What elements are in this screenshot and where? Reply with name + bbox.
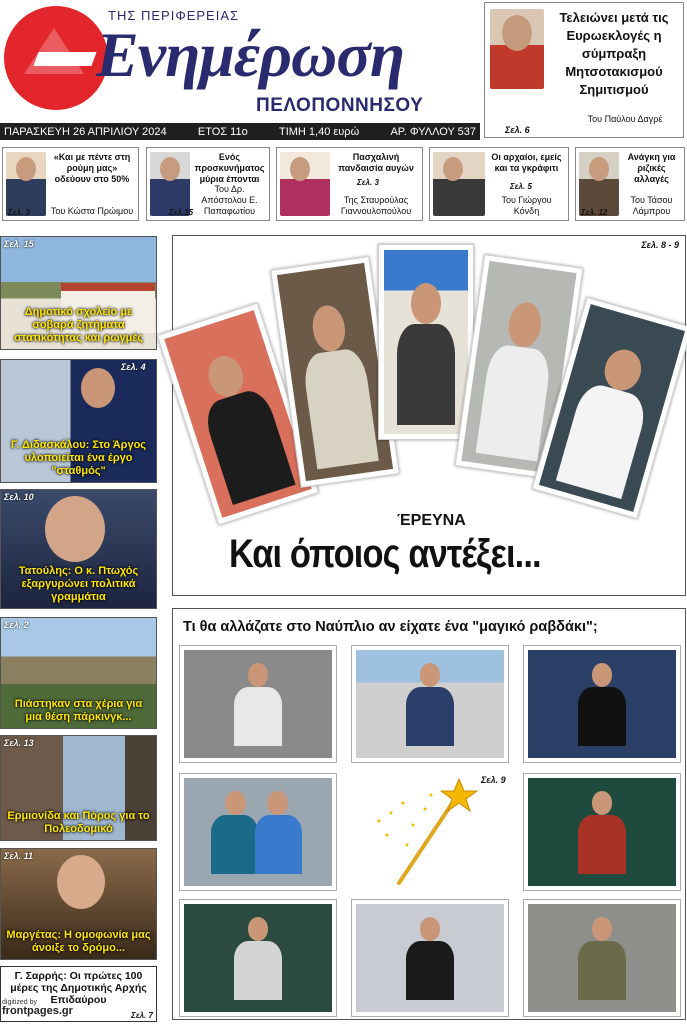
digitized-credit bbox=[2, 998, 73, 1016]
magic-wand-icon bbox=[351, 773, 509, 891]
masthead bbox=[0, 0, 480, 120]
column-author: Της Σταυρούλας Γιαννουλοπούλου bbox=[340, 195, 412, 216]
column-box[interactable] bbox=[575, 147, 685, 221]
feature-headline[interactable]: Και όποιος αντέξει... bbox=[229, 532, 541, 576]
survey-photo bbox=[523, 773, 681, 891]
page-ref: Σελ. 8 - 9 bbox=[641, 240, 679, 250]
column-author: Του Δρ. Απόστολου Ε. Παπαφωτίου bbox=[201, 184, 258, 216]
page-ref: Σελ. 6 bbox=[505, 125, 530, 135]
page-ref: Σελ. 3 bbox=[8, 208, 30, 217]
credit-line: digitized by bbox=[2, 999, 38, 1006]
story-headline: Τατούλης: Ο κ. Πτωχός εξαργυρώνει πολιτικά γραμμάτια bbox=[18, 565, 139, 603]
story-headline: Ερμιονίδα και Πόρος για το Πολεοδομικό bbox=[7, 810, 150, 835]
page-ref: Σελ. 10 bbox=[4, 492, 34, 502]
issue-number: ΑΡ. ΦΥΛΛΟΥ 537 bbox=[390, 125, 476, 138]
person-photo bbox=[81, 368, 115, 408]
author-photo bbox=[280, 152, 330, 216]
page-ref: Σελ. 9 bbox=[481, 775, 506, 785]
feature-story[interactable] bbox=[172, 235, 686, 596]
editorial-box[interactable] bbox=[484, 2, 684, 138]
survey-photo bbox=[523, 899, 681, 1017]
newspaper-logo[interactable]: Ενημέρωση bbox=[96, 19, 404, 90]
sidebar-story[interactable] bbox=[0, 735, 157, 841]
masthead-region: ΠΕΛΟΠΟΝΝΗΣΟΥ bbox=[256, 95, 424, 116]
person-photo bbox=[57, 855, 105, 909]
column-author: Του Τάσου Λάμπρου bbox=[630, 195, 673, 216]
column-title: Πασχαλινή πανδαισία αυγών bbox=[338, 152, 414, 173]
story-headline: Δημοτικό σχολείο με σοβαρά ζητήματα στατικότητας και ρωγμές bbox=[13, 306, 144, 344]
page-ref: Σελ. 2 bbox=[4, 620, 29, 630]
editorial-author: Του Παύλου Δαγρέ bbox=[587, 114, 663, 124]
sidebar-story[interactable] bbox=[0, 359, 157, 483]
author-photo bbox=[579, 152, 619, 216]
column-author: Του Κώστα Πρώιμου bbox=[50, 206, 134, 216]
column-title: Ενός προσκυνήματος μύρια έπονται bbox=[194, 152, 265, 184]
author-photo bbox=[490, 9, 544, 89]
masthead-top-line: ΤΗΣ ΠΕΡΙΦΕΡΕΙΑΣ bbox=[108, 8, 240, 23]
page-ref: Σελ. 12 bbox=[581, 208, 608, 217]
sidebar-story[interactable] bbox=[0, 848, 157, 960]
survey-photo bbox=[351, 899, 509, 1017]
editorial-title: Τελειώνει μετά τις Ευρωεκλογές η σύμπραξη Μητσοτακισμού Σημιτισμού bbox=[559, 10, 669, 97]
survey-photo bbox=[179, 773, 337, 891]
page-ref: Σελ. 4 bbox=[121, 362, 146, 372]
column-box[interactable] bbox=[2, 147, 139, 221]
survey-section[interactable] bbox=[172, 608, 686, 1020]
page-ref: Σελ. 3 bbox=[357, 178, 379, 187]
sidebar-story[interactable] bbox=[0, 489, 157, 609]
survey-photo bbox=[179, 899, 337, 1017]
issue-price: ΤΙΜΗ 1,40 ευρώ bbox=[278, 125, 360, 138]
sidebar-story[interactable] bbox=[0, 617, 157, 729]
date-bar bbox=[0, 123, 480, 140]
page-ref: Σελ. 13 bbox=[4, 738, 34, 748]
column-box[interactable] bbox=[276, 147, 423, 221]
issue-date: ΠΑΡΑΣΚΕΥΗ 26 ΑΠΡΙΛΙΟΥ 2024 bbox=[4, 125, 167, 138]
feature-kicker: ΈΡΕΥΝΑ bbox=[397, 512, 466, 529]
column-title: «Και με πέντε στη ρούμη μας» οδεύουν στο 50% bbox=[53, 152, 131, 184]
page-ref: Σελ. 11 bbox=[4, 851, 33, 861]
column-author: Του Γιώργου Κόνδη bbox=[501, 195, 552, 216]
page-ref: Σελ. 5 bbox=[510, 182, 532, 191]
credit-site-link[interactable]: frontpages.gr bbox=[2, 1005, 73, 1017]
issue-year: ΕΤΟΣ 11ο bbox=[197, 125, 248, 138]
column-title: Οι αρχαίοι, εμείς και τα γκράφιτι bbox=[491, 152, 562, 173]
survey-photo bbox=[523, 645, 681, 763]
author-photo bbox=[150, 152, 190, 216]
column-title: Ανάγκη για ριζικές αλλαγές bbox=[627, 152, 676, 184]
survey-photo bbox=[179, 645, 337, 763]
story-headline: Μαργέτας: Η ομοφωνία μας άνοιξε το δρόμο... bbox=[6, 929, 151, 954]
portrait-photo bbox=[378, 244, 474, 440]
survey-photo bbox=[351, 645, 509, 763]
story-headline: Γ. Διδασκάλου: Στο Άργος υλοποιείται ένα έργο "σταθμός" bbox=[10, 439, 147, 477]
survey-headline[interactable]: Τι θα αλλάζατε στο Ναύπλιο αν είχατε ένα "μαγικό ραβδάκι"; bbox=[183, 619, 598, 635]
page-ref: Σελ.15 bbox=[169, 208, 194, 217]
author-photo bbox=[433, 152, 485, 216]
column-box[interactable] bbox=[429, 147, 569, 221]
page-ref: Σελ. 15 bbox=[4, 239, 34, 249]
person-photo bbox=[45, 496, 105, 562]
story-headline: Πιάστηκαν στα χέρια για μια θέση πάρκινγκ... bbox=[14, 698, 143, 723]
sidebar-story[interactable] bbox=[0, 236, 157, 350]
page-ref: Σελ. 7 bbox=[131, 1011, 153, 1020]
story-headline: Γ. Σαρρής: Οι πρώτες 100 μέρες της Δημοτικής Αρχής Επιδαύρου bbox=[10, 970, 147, 1006]
author-photo bbox=[6, 152, 46, 216]
logo-mark bbox=[4, 6, 108, 110]
column-box[interactable] bbox=[146, 147, 270, 221]
